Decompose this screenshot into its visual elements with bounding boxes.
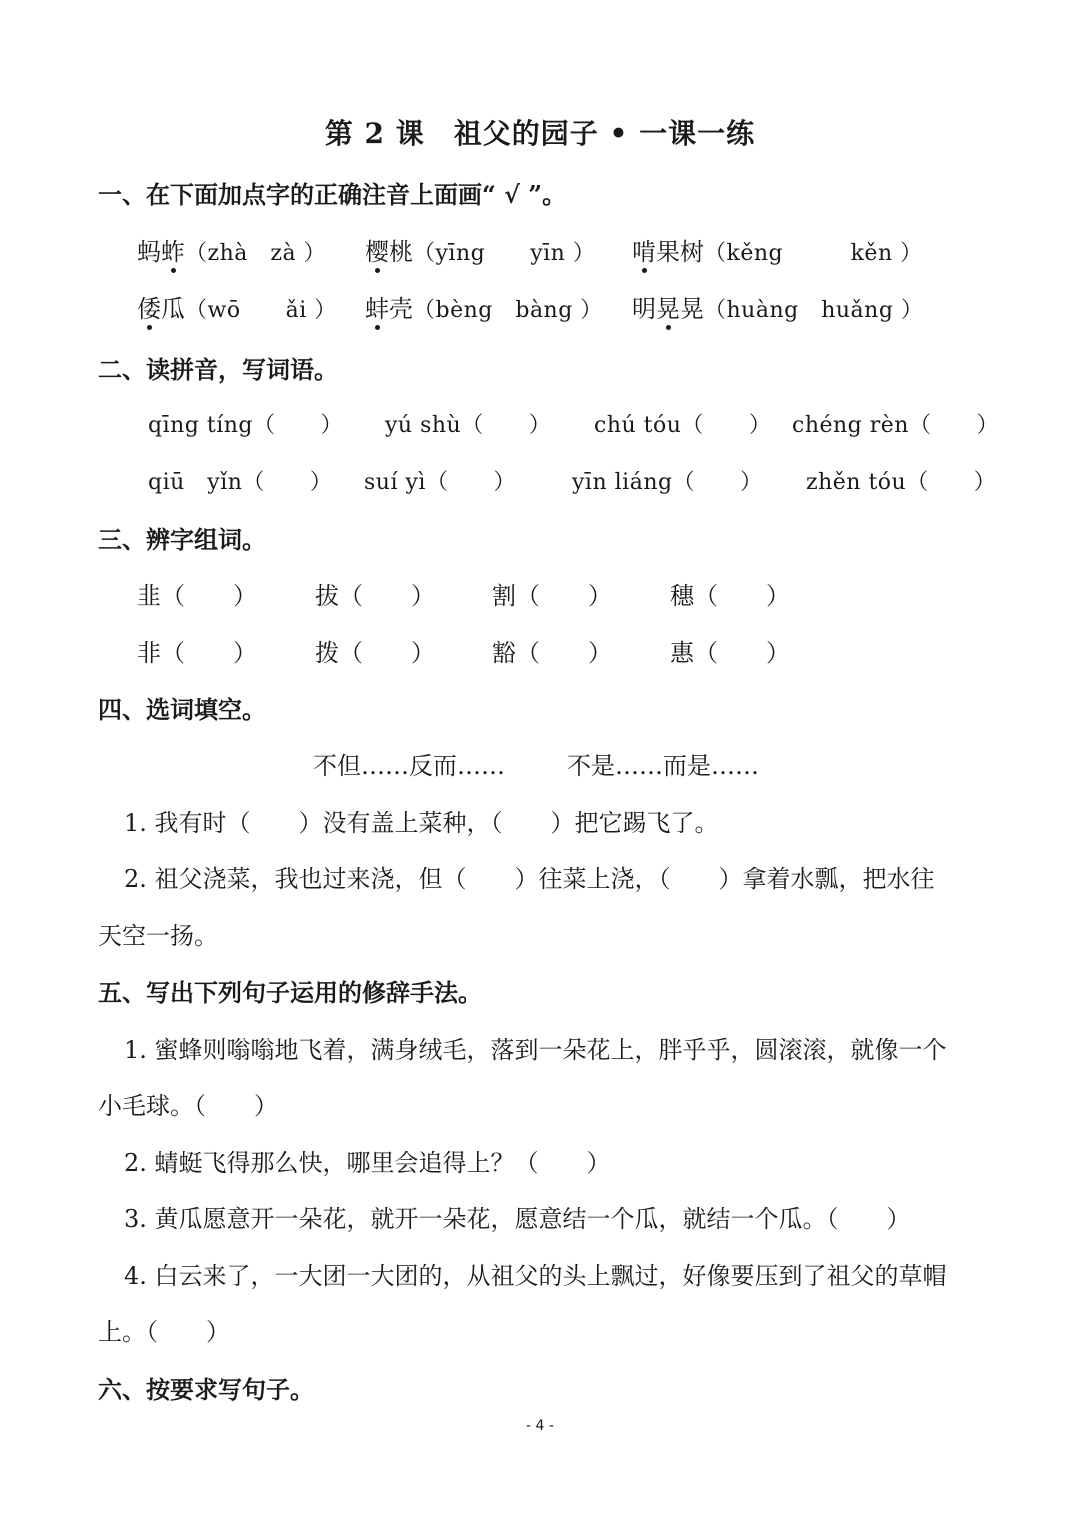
pinyin-options: （wō ǎi ）	[185, 298, 337, 323]
s1-item: 啃果树（kěng kěn ）	[632, 232, 923, 267]
char-word-item: 拔（ ）	[315, 582, 435, 610]
page-number: - 4 -	[526, 1418, 554, 1434]
rhetoric-question-2: 2. 蜻蜓飞得那么快，哪里会追得上？（ ）	[124, 1149, 611, 1177]
dotted-char: 晃	[656, 289, 680, 324]
fill-question-2-cont: 天空一扬。	[98, 922, 218, 950]
rhetoric-question-1-cont: 小毛球。（ ）	[98, 1092, 278, 1120]
pinyin-word-item: qiū yǐn（ ）	[148, 470, 333, 495]
pinyin-word-item: yú shù（ ）	[385, 413, 552, 438]
rhetoric-question-1: 1. 蜜蜂则嗡嗡地飞着，满身绒毛，落到一朵花上，胖乎乎，圆滚滚，就像一个	[124, 1036, 947, 1064]
section-3-heading: 三、辨字组词。	[98, 525, 266, 554]
char-word-item: 韭（ ）	[137, 582, 257, 610]
section-6-heading: 六、按要求写句子。	[98, 1375, 314, 1404]
word-option: 不是……而是……	[567, 752, 759, 780]
dotted-char: 蚌	[365, 289, 389, 324]
pinyin-word-item: chú tóu（ ）	[594, 413, 772, 438]
rhetoric-question-3: 3. 黄瓜愿意开一朵花，就开一朵花，愿意结一个瓜，就结一个瓜。（ ）	[124, 1205, 911, 1233]
dotted-char: 樱	[365, 232, 389, 267]
pinyin-word-item: zhěn tóu（ ）	[806, 470, 997, 495]
s1-item: 明晃晃（huàng huǎng ）	[632, 289, 923, 324]
pinyin-options: （yīng yīn ）	[413, 241, 596, 266]
char-word-item: 割（ ）	[492, 582, 612, 610]
pinyin-options: （zhà zà ）	[185, 241, 327, 266]
char-word-item: 穗（ ）	[670, 582, 790, 610]
s1-item: 蚌壳（bèng bàng ）	[365, 289, 603, 324]
char-word-item: 惠（ ）	[670, 639, 790, 667]
s1-item: 樱桃（yīng yīn ）	[365, 232, 595, 267]
word-option: 不但……反而……	[313, 752, 505, 780]
dotted-char: 啃	[632, 232, 656, 267]
pinyin-options: （huàng huǎng ）	[704, 298, 924, 323]
page-title: 第 2 课 祖父的园子 • 一课一练	[324, 117, 756, 150]
pinyin-word-item: suí yì（ ）	[364, 470, 516, 495]
s1-item: 倭瓜（wō ǎi ）	[137, 289, 337, 324]
char-word-item: 非（ ）	[137, 639, 257, 667]
dotted-char: 倭	[137, 289, 161, 324]
rhetoric-question-4-cont: 上。（ ）	[98, 1318, 230, 1346]
section-2-heading: 二、读拼音，写词语。	[98, 355, 338, 384]
pinyin-options: （kěng kěn ）	[704, 241, 923, 266]
fill-question-2: 2. 祖父浇菜，我也过来浇，但（ ）往菜上浇，（ ）拿着水瓢，把水往	[124, 865, 935, 893]
s1-item: 蚂蚱（zhà zà ）	[137, 232, 326, 267]
section-1-heading: 一、在下面加点字的正确注音上面画“ √ ”。	[98, 180, 567, 209]
fill-question-1: 1. 我有时（ ）没有盖上菜种，（ ）把它踢飞了。	[124, 809, 719, 837]
char-word-item: 豁（ ）	[492, 639, 612, 667]
dotted-char: 蚱	[161, 232, 185, 267]
section-5-heading: 五、写出下列句子运用的修辞手法。	[98, 978, 482, 1007]
pinyin-options: （bèng bàng ）	[413, 298, 603, 323]
section-4-heading: 四、选词填空。	[98, 695, 266, 724]
pinyin-word-item: chéng rèn（ ）	[792, 413, 999, 438]
pinyin-word-item: yīn liáng（ ）	[572, 470, 763, 495]
rhetoric-question-4: 4. 白云来了，一大团一大团的，从祖父的头上飘过，好像要压到了祖父的草帽	[124, 1262, 947, 1290]
pinyin-word-item: qīng tíng（ ）	[148, 413, 343, 438]
char-word-item: 拨（ ）	[315, 639, 435, 667]
